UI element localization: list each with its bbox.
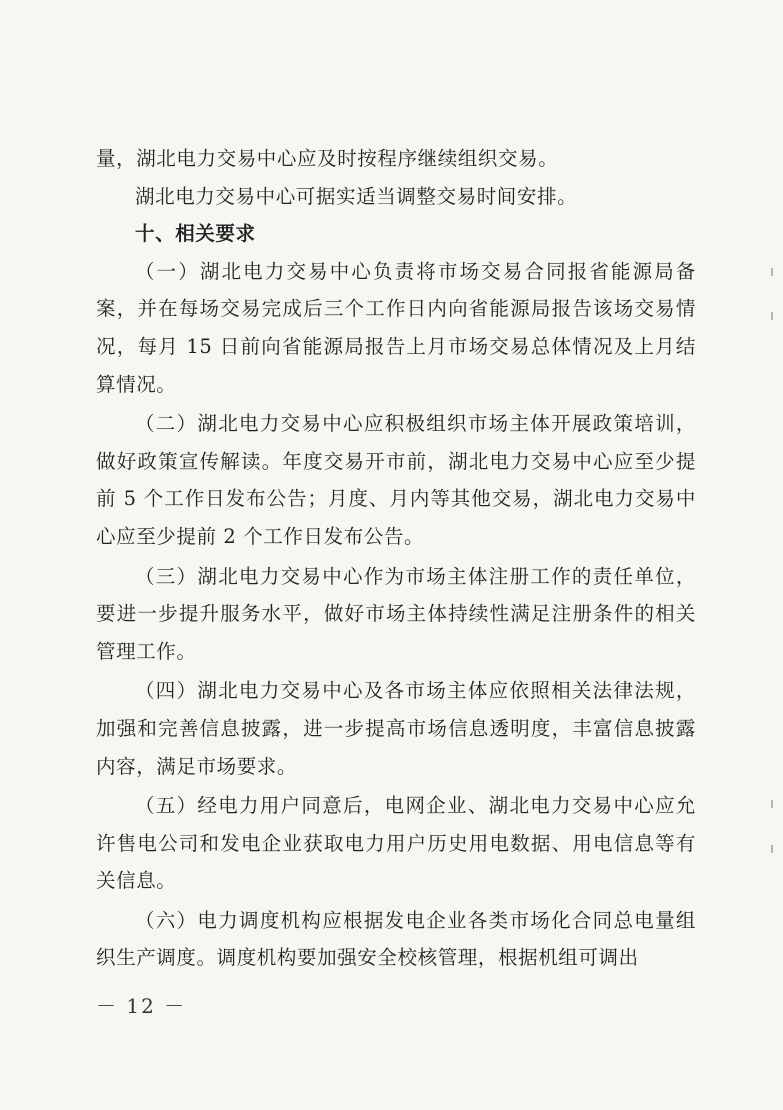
requirement-item-6: （六）电力调度机构应根据发电企业各类市场化合同总电量组织生产调度。调度机构要加强安全校核管理，根据机组可调出 [96, 908, 696, 970]
requirement-item-1: （一）湖北电力交易中心负责将市场交易合同报省能源局备案，并在每场交易完成后三个工作日内向省能源局报告该场交易情况，每月 15 日前向省能源局报告上月市场交易总体情况及上月结算情况。 [96, 259, 696, 396]
requirement-item-4: （四）湖北电力交易中心及各市场主体应依照相关法律法规，加强和完善信息披露，进一步提高市场信息透明度，丰富信息披露内容，满足市场要求。 [96, 679, 696, 778]
requirement-item-3: （三）湖北电力交易中心作为市场主体注册工作的责任单位，要进一步提升服务水平，做好市场主体持续性满足注册条件的相关管理工作。 [96, 564, 696, 663]
scan-margin-mark [771, 800, 773, 808]
scan-margin-mark [771, 312, 773, 320]
scan-margin-mark [771, 268, 773, 276]
requirement-item-2: （二）湖北电力交易中心应积极组织市场主体开展政策培训，做好政策宣传解读。年度交易开市前，湖北电力交易中心应至少提前 5 个工作日发布公告；月度、月内等其他交易，湖北电力交易中心应至少提前 2 个工作日发布公告。 [96, 412, 696, 548]
schedule-adjustment-paragraph: 湖北电力交易中心可据实适当调整交易时间安排。 [135, 184, 578, 208]
requirement-item-5: （五）经电力用户同意后，电网企业、湖北电力交易中心应允许售电公司和发电企业获取电力用户历史用电数据、用电信息等有关信息。 [96, 794, 696, 893]
scan-margin-mark [771, 845, 773, 853]
section-heading: 十、相关要求 [135, 222, 256, 246]
continuation-paragraph: 量，湖北电力交易中心应及时按程序继续组织交易。 [96, 147, 559, 170]
page-number: － 12 － [96, 994, 187, 1018]
document-body [96, 140, 696, 977]
